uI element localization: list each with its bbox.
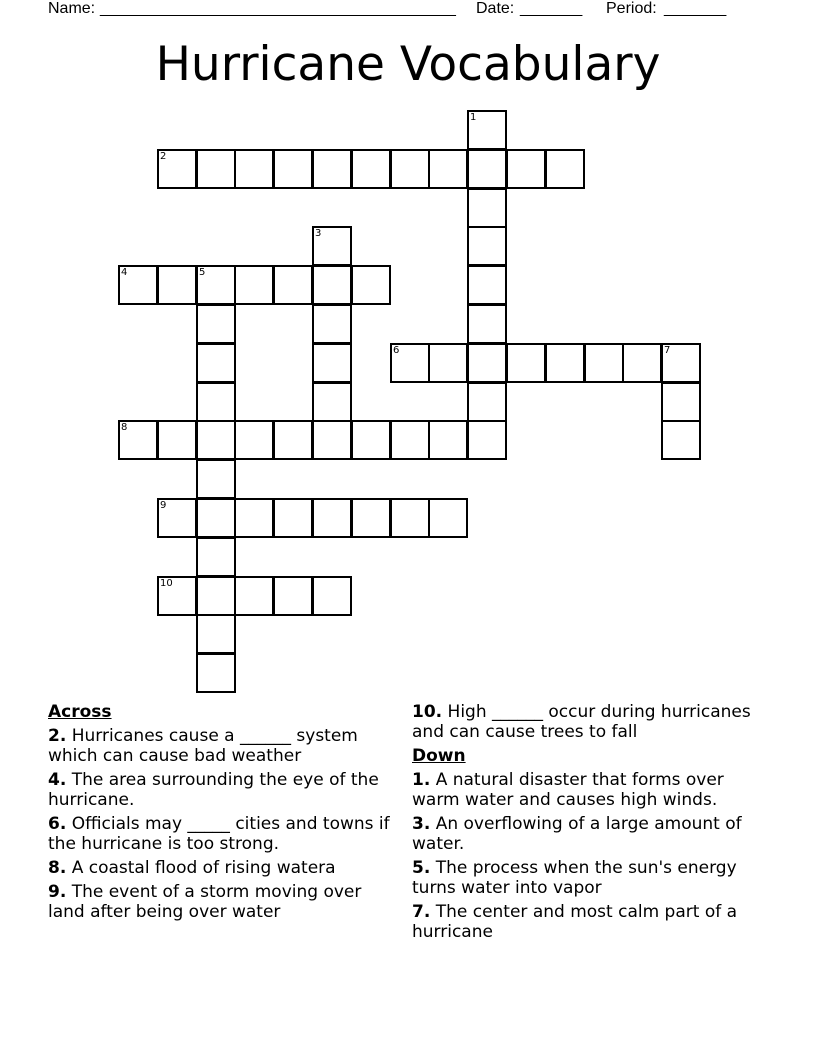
grid-cell[interactable] [467, 265, 507, 305]
grid-cell[interactable] [196, 459, 236, 499]
grid-cell[interactable] [196, 537, 236, 577]
clue-text: A natural disaster that forms over warm water and causes high winds. [412, 770, 724, 810]
grid-cell[interactable] [196, 304, 236, 344]
clue-text: High ______ occur during hurricanes and can cause trees to fall [412, 702, 751, 742]
grid-cell[interactable] [273, 576, 313, 616]
clue-number-label: 4 [121, 267, 128, 278]
grid-cell[interactable] [312, 420, 352, 460]
clue-across-6 [48, 814, 393, 854]
clue-number-label: 9 [160, 500, 167, 511]
grid-cell[interactable] [390, 498, 430, 538]
grid-cell[interactable] [312, 576, 352, 616]
clue-text: The center and most calm part of a hurricane [412, 902, 738, 942]
name-line[interactable]: ________________________________________ [100, 0, 456, 17]
grid-cell[interactable] [157, 149, 197, 189]
grid-cell[interactable] [196, 498, 236, 538]
clue-number-label: 6 [393, 345, 400, 356]
clue-down-5 [412, 858, 767, 898]
grid-cell[interactable] [196, 382, 236, 422]
clue-number-label: 3 [315, 228, 322, 239]
grid-cell[interactable] [312, 226, 352, 266]
grid-cell[interactable] [428, 420, 468, 460]
grid-cell[interactable] [234, 498, 274, 538]
clue-text: The process when the sun's energy turns water into vapor [412, 858, 737, 898]
grid-cell[interactable] [312, 498, 352, 538]
grid-cell[interactable] [390, 420, 430, 460]
across-clues [48, 702, 393, 926]
grid-cell[interactable] [351, 149, 391, 189]
grid-cell[interactable] [390, 149, 430, 189]
grid-cell[interactable] [467, 149, 507, 189]
grid-cell[interactable] [196, 653, 236, 693]
grid-cell[interactable] [351, 420, 391, 460]
grid-cell[interactable] [157, 420, 197, 460]
grid-cell[interactable] [545, 149, 585, 189]
grid-cell[interactable] [273, 265, 313, 305]
grid-cell[interactable] [467, 304, 507, 344]
grid-cell[interactable] [118, 420, 158, 460]
grid-cell[interactable] [312, 382, 352, 422]
grid-cell[interactable] [196, 576, 236, 616]
grid-cell[interactable] [234, 420, 274, 460]
clue-number: 9. [48, 882, 67, 902]
grid-cell[interactable] [467, 226, 507, 266]
date-line[interactable]: _______ [520, 0, 583, 17]
grid-cell[interactable] [273, 498, 313, 538]
clue-number-label: 1 [470, 112, 477, 123]
grid-cell[interactable] [545, 343, 585, 383]
grid-cell[interactable] [506, 343, 546, 383]
clue-down-3 [412, 814, 767, 854]
grid-cell[interactable] [157, 576, 197, 616]
grid-cell[interactable] [196, 149, 236, 189]
name-label: Name: [48, 0, 96, 17]
clue-down-1 [412, 770, 767, 810]
grid-cell[interactable] [234, 265, 274, 305]
grid-cell[interactable] [467, 110, 507, 150]
grid-cell[interactable] [428, 498, 468, 538]
grid-cell[interactable] [157, 498, 197, 538]
clue-text: An overflowing of a large amount of water. [412, 814, 742, 854]
grid-cell[interactable] [428, 149, 468, 189]
grid-cell[interactable] [234, 576, 274, 616]
period-line[interactable]: _______ [664, 0, 727, 17]
grid-cell[interactable] [273, 420, 313, 460]
grid-cell[interactable] [351, 265, 391, 305]
grid-cell[interactable] [661, 343, 701, 383]
down-heading: Down [412, 746, 466, 766]
clue-number-label: 10 [160, 578, 173, 589]
grid-cell[interactable] [273, 149, 313, 189]
grid-cell[interactable] [428, 343, 468, 383]
clue-across-10 [412, 702, 767, 742]
across-heading: Across [48, 702, 112, 722]
right-clue-column [412, 702, 767, 946]
clue-across-2 [48, 726, 393, 766]
clue-number: 2. [48, 726, 67, 746]
grid-cell[interactable] [312, 343, 352, 383]
clue-number: 6. [48, 814, 67, 834]
clue-number: 1. [412, 770, 431, 790]
clue-number: 7. [412, 902, 431, 922]
clue-text: Officials may _____ cities and towns if the hurricane is too strong. [48, 814, 390, 854]
grid-cell[interactable] [312, 265, 352, 305]
grid-cell[interactable] [157, 265, 197, 305]
clue-text: Hurricanes cause a ______ system which can cause bad weather [48, 726, 358, 766]
clue-number: 10. [412, 702, 443, 722]
page-title: Hurricane Vocabulary [155, 37, 661, 92]
clue-number-label: 5 [199, 267, 206, 278]
clue-across-4 [48, 770, 393, 810]
clue-number-label: 7 [664, 345, 671, 356]
clue-text: A coastal flood of rising watera [71, 858, 336, 878]
clue-across-8 [48, 858, 393, 878]
grid-cell[interactable] [467, 382, 507, 422]
clue-number-label: 2 [160, 151, 167, 162]
period-label: Period: [606, 0, 657, 17]
grid-cell[interactable] [312, 149, 352, 189]
date-label: Date: [476, 0, 515, 17]
grid-cell[interactable] [467, 188, 507, 228]
grid-cell[interactable] [467, 420, 507, 460]
clue-number: 8. [48, 858, 67, 878]
grid-cell[interactable] [196, 614, 236, 654]
grid-cell[interactable] [467, 343, 507, 383]
clue-number: 3. [412, 814, 431, 834]
clue-text: The event of a storm moving over land after being over water [48, 882, 362, 922]
grid-cell[interactable] [351, 498, 391, 538]
grid-cell[interactable] [622, 343, 662, 383]
grid-cell[interactable] [661, 382, 701, 422]
grid-cell[interactable] [196, 420, 236, 460]
clue-number: 4. [48, 770, 67, 790]
clue-across-9 [48, 882, 393, 922]
clue-down-7 [412, 902, 767, 942]
grid-cell[interactable] [234, 149, 274, 189]
clue-number: 5. [412, 858, 431, 878]
clue-number-label: 8 [121, 422, 128, 433]
clue-text: The area surrounding the eye of the hurricane. [48, 770, 379, 810]
grid-cell[interactable] [312, 304, 352, 344]
grid-cell[interactable] [506, 149, 546, 189]
grid-cell[interactable] [661, 420, 701, 460]
grid-cell[interactable] [390, 343, 430, 383]
grid-cell[interactable] [118, 265, 158, 305]
grid-cell[interactable] [196, 343, 236, 383]
grid-cell[interactable] [196, 265, 236, 305]
grid-cell[interactable] [584, 343, 624, 383]
